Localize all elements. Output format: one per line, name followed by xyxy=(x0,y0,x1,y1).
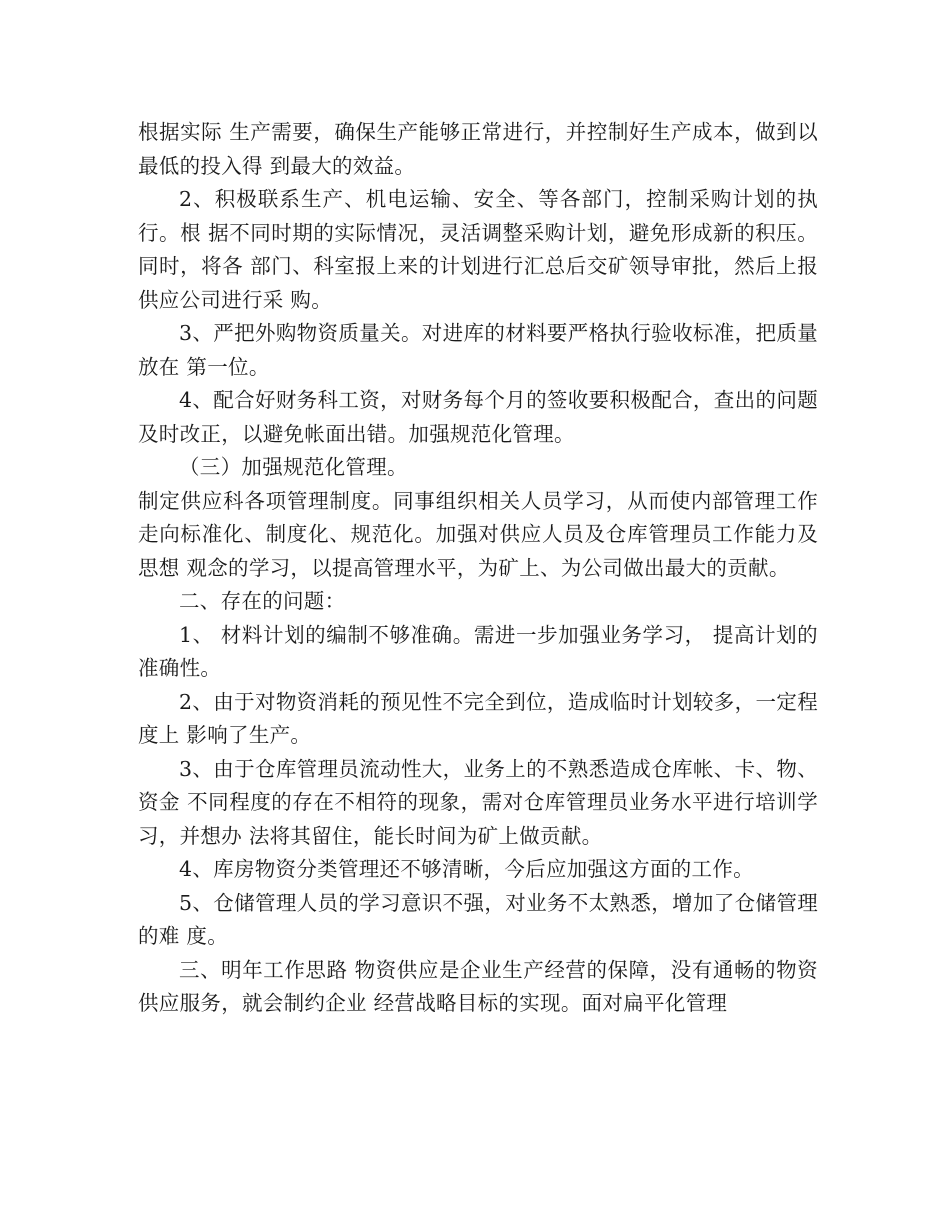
problem-item-4: 4、库房物资分类管理还不够清晰，今后应加强这方面的工作。 xyxy=(179,857,754,881)
paragraph-continuation: 根据实际 生产需要，确保生产能够正常进行，并控制好生产成本，做到以最低的投入得 到最大的效益。 xyxy=(138,120,818,178)
document-body xyxy=(138,116,818,1021)
section-heading-standardization: （三）加强规范化管理。 xyxy=(179,455,408,479)
problem-item-2: 2、由于对物资消耗的预见性不完全到位，造成临时计划较多，一定程度上 影响了生产。 xyxy=(138,689,818,747)
paragraph-management-system: 制定供应科各项管理制度。同事组织相关人员学习，从而使内部管理工作 走向标准化、制度化、规范化。加强对供应人员及仓库管理员工作能力及思想 观念的学习，以提高管理水平，为矿上、为公司做出最大的贡献。 xyxy=(138,488,818,580)
problem-item-3: 3、由于仓库管理员流动性大，业务上的不熟悉造成仓库帐、卡、物、资金 不同程度的存在不相符的现象，需对仓库管理员业务水平进行培训学习，并想办 法将其留住，能长时间为矿上做贡献。 xyxy=(138,756,818,848)
paragraph-item-3: 3、严把外购物资质量关。对进库的材料要严格执行验收标准，把质量放在 第一位。 xyxy=(138,321,818,379)
section-heading-next-year-plan: 三、明年工作思路 物资供应是企业生产经营的保障，没有通畅的物资供应服务，就会制约企业 经营战略目标的实现。面对扁平化管理 xyxy=(138,957,818,1015)
paragraph-item-4: 4、配合好财务科工资，对财务每个月的签收要积极配合，查出的问题及时改正，以避免帐面出错。加强规范化管理。 xyxy=(138,388,818,446)
paragraph-item-2: 2、积极联系生产、机电运输、安全、等各部门，控制采购计划的执行。根 据不同时期的实际情况，灵活调整采购计划，避免形成新的积压。同时，将各 部门、科室报上来的计划进行汇总后交矿领导审批，然后上报供应公司进行采 购。 xyxy=(138,187,818,312)
problem-item-5: 5、仓储管理人员的学习意识不强，对业务不太熟悉，增加了仓储管理的难 度。 xyxy=(138,890,818,948)
problem-item-1: 1、 材料计划的编制不够准确。需进一步加强业务学习， 提高计划的准确性。 xyxy=(138,622,818,680)
section-heading-problems: 二、存在的问题： xyxy=(179,589,346,613)
